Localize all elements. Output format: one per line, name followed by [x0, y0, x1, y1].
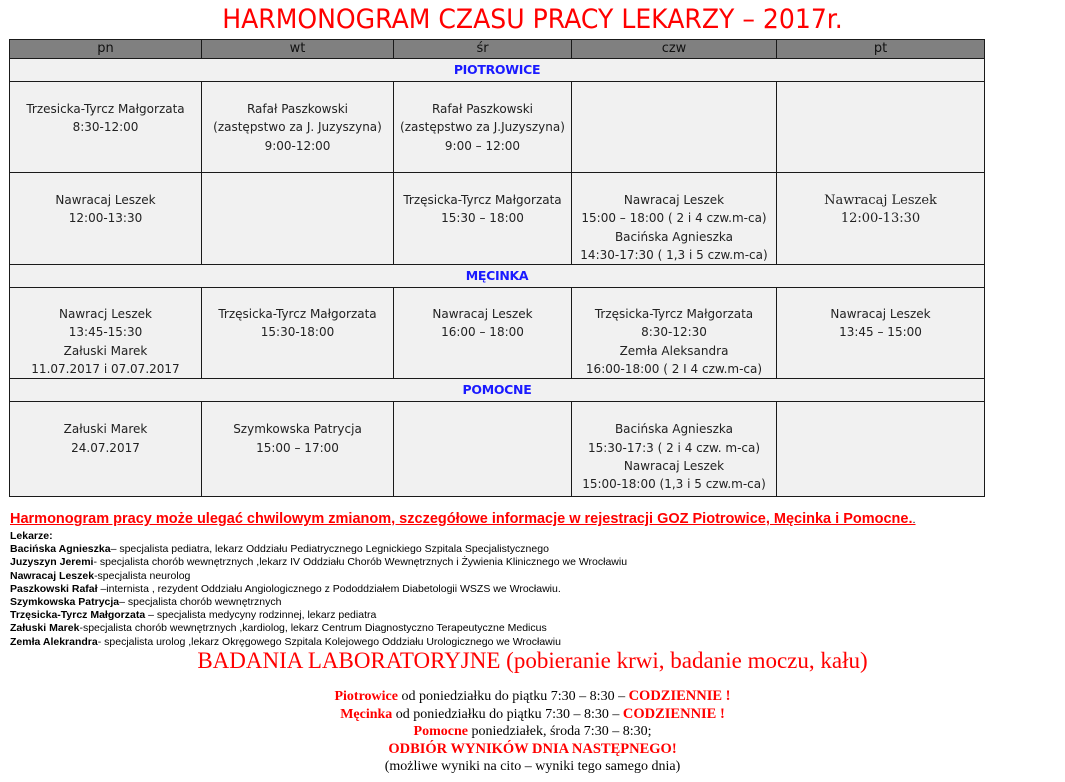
doctor-entry: [10, 609, 627, 622]
schedule-cell-tue: [202, 288, 394, 379]
location-header-row: [10, 59, 985, 82]
schedule-cell-mon: [10, 82, 202, 173]
doctor-entry: [10, 543, 627, 556]
notice-text: Harmonogram pracy może ulegać chwilowym zmianom, szczegółowe informacje w rejestracji GOZ Piotrowice, Męcinka i Pomocne.: [10, 511, 913, 527]
doctor-name: Paszkowski Rafał: [10, 582, 98, 595]
lab-hours: poniedziałek, środa 7:30 – 8:30;: [467, 724, 652, 740]
location-header-row: [10, 379, 985, 402]
doctors-list: [10, 530, 627, 649]
cell-line: Nawracaj Leszek: [623, 458, 725, 473]
location-name: MĘCINKA: [10, 265, 985, 288]
cell-line: Nawracaj Leszek: [432, 307, 533, 322]
cell-line: 11.07.2017 i 07.07.2017: [31, 362, 180, 377]
location-name: POMOCNE: [10, 379, 985, 402]
day-header-mon: pn: [10, 40, 202, 59]
cell-line: (zastępstwo za J. Juzyszyna): [213, 120, 382, 135]
doctor-name: Szymkowska Patrycja: [10, 596, 120, 609]
doctor-name: Załuski Marek: [10, 622, 80, 635]
cell-line: Szymkowska Patrycja: [233, 422, 362, 437]
schedule-cell-mon: [10, 288, 202, 379]
lab-location-line: [0, 688, 1065, 706]
cell-line: 16:00 – 18:00: [441, 325, 524, 340]
cell-line: Bacińska Agnieszka: [614, 422, 734, 437]
schedule-cell-thu: [572, 402, 777, 497]
day-header-thu: czw: [572, 40, 777, 59]
doctor-entry: [10, 636, 627, 649]
cell-line: 15:30-18:00: [260, 325, 335, 340]
doctor-entry: [10, 596, 627, 609]
doctor-entry: [10, 556, 627, 569]
schedule-cell-fri: [777, 173, 985, 265]
schedule-cell-tue: [202, 82, 394, 173]
day-header-fri: pt: [777, 40, 985, 59]
schedule-cell-mon: [10, 402, 202, 497]
cell-line: 15:30-17:3 ( 2 i 4 czw. m-ca): [587, 440, 761, 455]
cell-line: 15:30 – 18:00: [441, 211, 524, 226]
schedule-cell-tue: [202, 173, 394, 265]
schedule-cell-thu: [572, 82, 777, 173]
lab-cito-note: (możliwe wyniki na cito – wyniki tego samego dnia): [384, 759, 681, 775]
schedule-cell-thu: [572, 288, 777, 379]
doctor-description: – specjalista medycyny rodzinnej, lekarz pediatra: [145, 609, 377, 622]
cell-line: Rafał Paszkowski: [431, 102, 534, 116]
schedule-cell-fri: [777, 402, 985, 497]
cell-line: Nawracaj Leszek: [623, 193, 725, 207]
schedule-row: [10, 173, 985, 265]
lab-location-line: [0, 706, 1065, 724]
cell-line: Zemła Aleksandra: [619, 343, 729, 358]
cell-line: 13:45 – 15:00: [839, 325, 922, 340]
doctor-description: -specjalista neurolog: [94, 569, 191, 582]
notice-tail: .: [912, 514, 916, 526]
doctor-name: Zemła Alekrandra: [10, 635, 98, 648]
cell-line: (zastępstwo za J.Juzyszyna): [400, 120, 565, 135]
doctor-description: -specjalista chorób wewnętrznych ,kardiolog, lekarz Centrum Diagnostyczno Terapeutyczne Medicus: [79, 622, 547, 635]
cell-line: Załuski Marek: [63, 422, 148, 437]
doctor-description: - specjalista chorób wewnętrznych ,lekarz IV Oddziału Chorób Wewnętrznych i Żywienia Klinicznego we Wrocławiu: [93, 556, 628, 569]
doctor-name: Trzęsicka-Tyrcz Małgorzata: [10, 609, 146, 622]
day-header-tue: wt: [202, 40, 394, 59]
lab-location-name: Piotrowice: [334, 689, 398, 704]
schedule-row: [10, 82, 985, 173]
day-header-row: [10, 40, 985, 59]
cell-line: 15:00 – 18:00 ( 2 i 4 czw.m-ca): [581, 211, 767, 226]
doctor-entry: [10, 570, 627, 583]
cell-line: Nawracaj Leszek: [830, 307, 931, 322]
schedule-cell-wed: [394, 82, 572, 173]
schedule-table: [9, 39, 985, 497]
cell-line: 8:30-12:30: [641, 325, 707, 340]
cell-line: Nawracaj Leszek: [824, 193, 937, 208]
cell-line: 12:00-13:30: [840, 211, 921, 226]
schedule-cell-fri: [777, 288, 985, 379]
lab-tests-title: BADANIA LABORATORYJNE (pobieranie krwi, badanie moczu, kału): [197, 648, 868, 673]
cell-line: Trzęsicka-Tyrcz Małgorzata: [218, 307, 377, 322]
cell-line: 9:00-12:00: [264, 138, 331, 153]
cell-line: 9:00 – 12:00: [444, 138, 521, 153]
doctors-header: Lekarze:: [10, 530, 53, 542]
doctor-description: – specjalista pediatra, lekarz Oddziału Pediatrycznego Legnickiego Szpitala Specjalistycznego: [110, 543, 549, 556]
schedule-cell-wed: [394, 288, 572, 379]
doctor-entry: [10, 622, 627, 635]
doctor-name: Juzyszyn Jeremi: [10, 556, 94, 569]
cell-line: 15:00 – 17:00: [256, 440, 339, 455]
cell-line: 14:30-17:30 ( 1,3 i 5 czw.m-ca): [580, 247, 768, 262]
lab-location-line: [0, 723, 1065, 741]
doctor-name: Bacińska Agnieszka: [10, 543, 111, 556]
schedule-cell-thu: [572, 173, 777, 265]
cell-line: Trzęsicka-Tyrcz Małgorzata: [594, 307, 754, 322]
schedule-cell-tue: [202, 402, 394, 497]
cell-line: 13:45-15:30: [68, 325, 143, 340]
schedule-row: [10, 288, 985, 379]
cell-line: 24.07.2017: [71, 440, 140, 455]
lab-frequency: CODZIENNIE !: [622, 705, 725, 722]
schedule-cell-mon: [10, 173, 202, 265]
day-header-wed: śr: [394, 40, 572, 59]
lab-location-name: Pomocne: [413, 724, 468, 740]
schedule-change-notice: [10, 511, 916, 527]
cell-line: 8:30-12:00: [72, 120, 139, 135]
page-title: HARMONOGRAM CZASU PRACY LEKARZY – 2017r.: [222, 4, 843, 35]
doctor-description: - specjalista urolog ,lekarz Okręgowego Szpitala Kolejowego Oddziału Urologicznego we Wrocławiu: [97, 635, 561, 648]
schedule-cell-fri: [777, 82, 985, 173]
schedule-cell-wed: [394, 402, 572, 497]
cell-line: 12:00-13:30: [68, 211, 143, 226]
schedule-row: [10, 402, 985, 497]
cell-line: 15:00-18:00 (1,3 i 5 czw.m-ca): [582, 477, 766, 492]
location-name: PIOTROWICE: [10, 59, 985, 82]
schedule-cell-wed: [394, 173, 572, 265]
lab-hours: od poniedziałku do piątku 7:30 – 8:30 –: [392, 706, 623, 722]
lab-location-name: Męcinka: [340, 706, 393, 722]
cell-line: Rafał Paszkowski: [246, 102, 349, 116]
cell-line: Załuski Marek: [63, 343, 148, 358]
cell-line: 16:00-18:00 ( 2 I 4 czw.m-ca): [585, 362, 763, 377]
cell-line: Nawracaj Leszek: [55, 193, 156, 207]
cell-line: Trzęsicka-Tyrcz Małgorzata: [403, 193, 562, 207]
doctor-name: Nawracaj Leszek: [10, 569, 95, 582]
lab-frequency: CODZIENNIE !: [628, 688, 731, 704]
lab-tests-schedule: [0, 688, 1065, 776]
doctor-description: – specjalista chorób wewnętrznych: [119, 596, 282, 609]
cell-line: Bacińska Agnieszka: [614, 229, 734, 244]
doctor-description: –internista , rezydent Oddziału Angiologicznego z Pododdziałem Diabetologii WSZS we Wrocławiu.: [97, 582, 561, 595]
cell-line: Nawracj Leszek: [59, 307, 152, 322]
lab-results-notice: ODBIÓR WYNIKÓW DNIA NASTĘPNEGO!: [388, 740, 677, 757]
doctor-entry: [10, 583, 627, 596]
location-header-row: [10, 265, 985, 288]
lab-hours: od poniedziałku do piątku 7:30 – 8:30 –: [397, 689, 629, 704]
cell-line: Trzesicka-Tyrcz Małgorzata: [26, 102, 185, 116]
